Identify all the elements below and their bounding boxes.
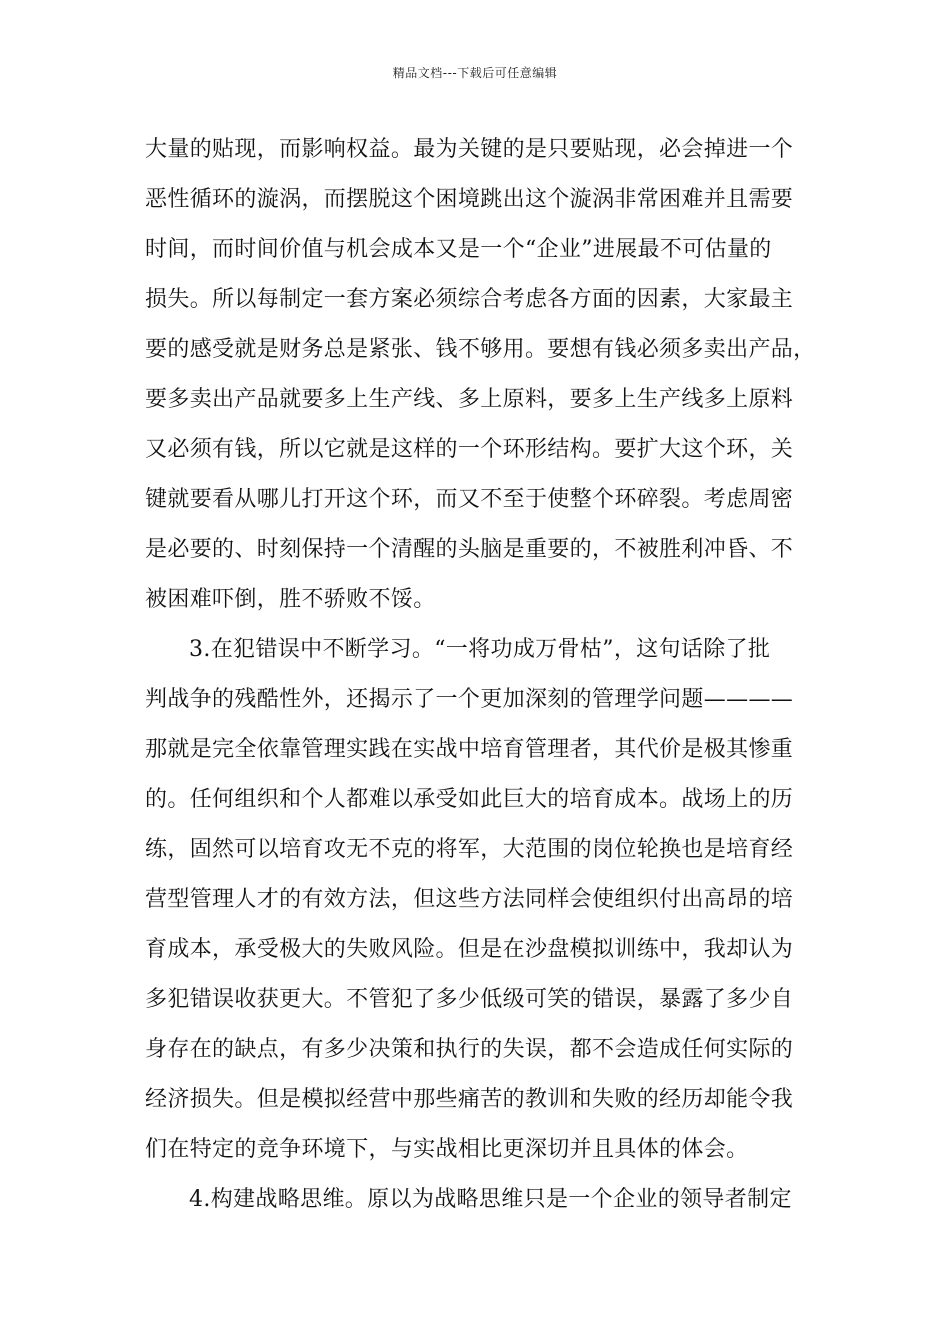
text-line: 经济损失。但是模拟经营中那些痛苦的教训和失败的经历却能令我 [145,1087,794,1112]
text-line: 育成本，承受极大的失败风险。但是在沙盘模拟训练中，我却认为 [145,937,794,962]
text-line: 是必要的、时刻保持一个清醒的头脑是重要的，不被胜利冲昏、不 [145,537,794,562]
text-line: 被困难吓倒，胜不骄败不馁。 [145,587,436,612]
text-line: 恶性循环的漩涡，而摆脱这个困境跳出这个漩涡非常困难并且需要 [145,187,794,212]
text-line: 身存在的缺点，有多少决策和执行的失误，都不会造成任何实际的 [145,1037,794,1062]
paragraph-start-line: 3.在犯错误中不断学习。“一将功成万骨枯”，这句话除了批 [189,637,771,662]
text-line: 练，固然可以培育攻无不克的将军，大范围的岗位轮换也是培育经 [145,837,794,862]
text-line: 大量的贴现，而影响权益。最为关键的是只要贴现，必会掉进一个 [145,137,794,162]
text-line: 们在特定的竞争环境下，与实战相比更深切并且具体的体会。 [145,1137,749,1162]
text-line: 多犯错误收获更大。不管犯了多少低级可笑的错误，暴露了多少自 [145,987,794,1012]
text-line: 那就是完全依靠管理实践在实战中培育管理者，其代价是极其惨重 [145,737,794,762]
paragraph-start-line: 4.构建战略思维。原以为战略思维只是一个企业的领导者制定 [189,1187,792,1212]
text-line: 键就要看从哪儿打开这个环，而又不至于使整个环碎裂。考虑周密 [145,487,794,512]
text-line: 要的感受就是财务总是紧张、钱不够用。要想有钱必须多卖出产品， [145,337,816,362]
text-line: 判战争的残酷性外，还揭示了一个更加深刻的管理学问题———— [145,687,794,712]
text-line: 损失。所以每制定一套方案必须综合考虑各方面的因素，大家最主 [145,287,794,312]
text-line: 时间，而时间价值与机会成本又是一个“企业”进展最不可估量的 [145,237,772,262]
page-header: 精品文档---下载后可任意编辑 [392,66,558,80]
text-line: 的。任何组织和个人都难以承受如此巨大的培育成本。战场上的历 [145,787,794,812]
text-line: 要多卖出产品就要多上生产线、多上原料，要多上生产线多上原料 [145,387,794,412]
text-line: 营型管理人才的有效方法，但这些方法同样会使组织付出高昂的培 [145,887,794,912]
text-line: 又必须有钱，所以它就是这样的一个环形结构。要扩大这个环，关 [145,437,794,462]
